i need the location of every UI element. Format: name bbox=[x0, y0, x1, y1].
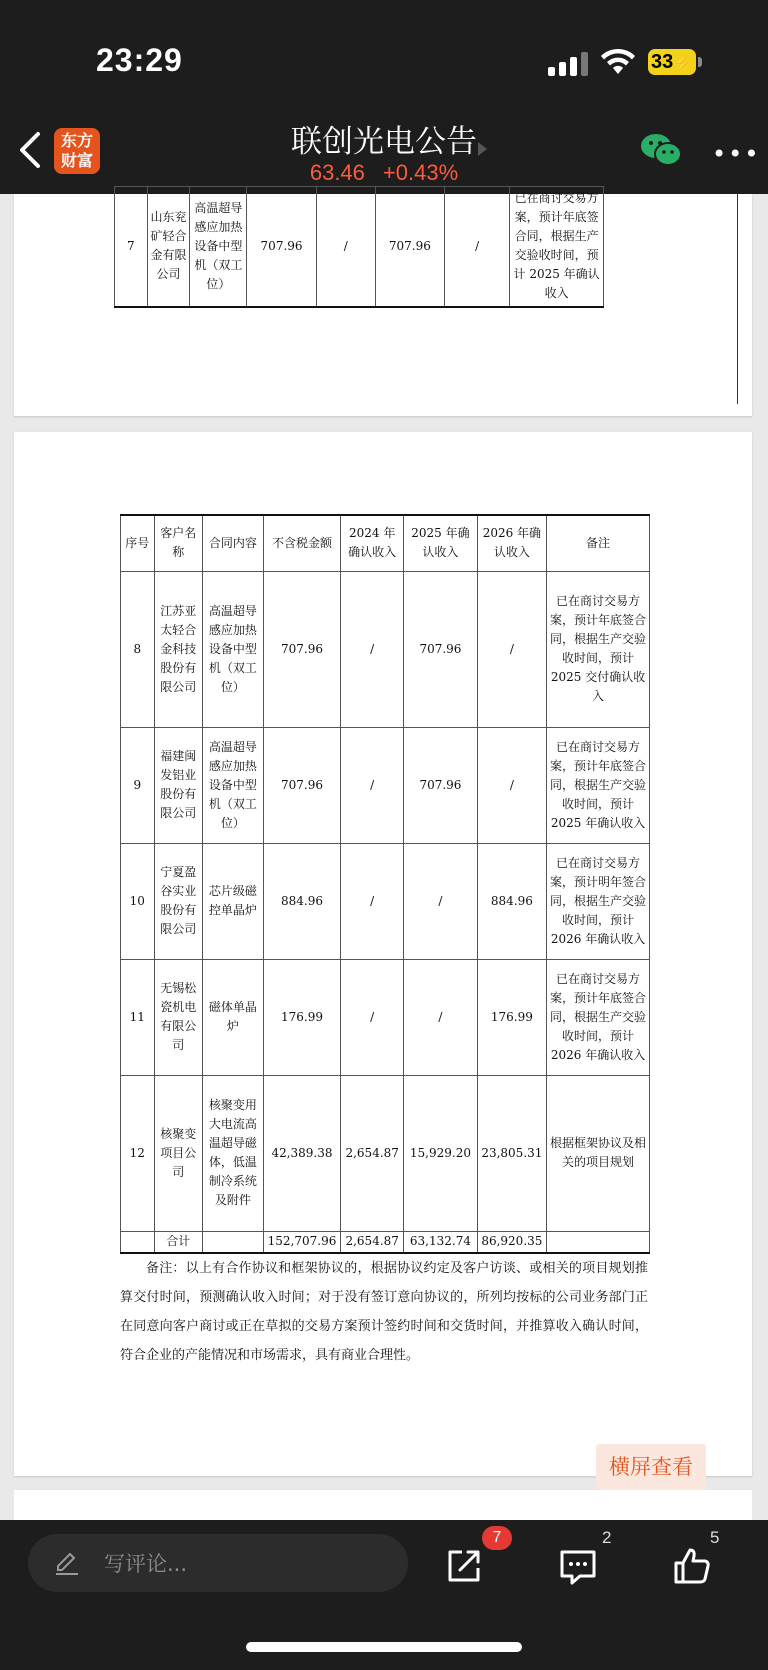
cell-amount: 884.96 bbox=[263, 843, 340, 959]
page-margin-line bbox=[737, 194, 738, 404]
battery-icon: 33⚡ bbox=[648, 49, 696, 75]
cell-amount: 707.96 bbox=[247, 187, 316, 307]
comment-count: 2 bbox=[602, 1528, 612, 1547]
cell-content: 高温超导感应加热设备中型机（双工位） bbox=[202, 571, 263, 727]
cell-no: 7 bbox=[115, 187, 148, 307]
revenue-table bbox=[120, 514, 650, 1254]
cell-no: 9 bbox=[121, 727, 155, 843]
comment-input[interactable] bbox=[28, 1534, 408, 1592]
cell-remark: 已在商讨交易方案，预计年底签合同，根据生产交验收时间，预计 2025 年确认收入 bbox=[510, 187, 604, 307]
cell-content: 核聚变用大电流高温超导磁体，低温制冷系统及附件 bbox=[202, 1075, 263, 1231]
table-row bbox=[121, 843, 650, 959]
battery-level: 33 bbox=[651, 51, 674, 73]
logo-line-1: 东方 bbox=[60, 131, 93, 150]
cell-2025: 707.96 bbox=[404, 727, 478, 843]
cell-remark: 已在商讨交易方案，预计年底签合同，根据生产交验收时间，预计 2025 交付确认收入 bbox=[547, 571, 650, 727]
like-thumb-icon[interactable] bbox=[672, 1546, 712, 1586]
share-badge: 7 bbox=[482, 1526, 512, 1550]
more-options-icon[interactable]: ••• bbox=[712, 140, 761, 168]
like-count: 5 bbox=[710, 1528, 720, 1547]
cell-2025: 707.96 bbox=[404, 571, 478, 727]
status-bar bbox=[0, 0, 768, 108]
page-title: 联创光电公告 bbox=[291, 124, 477, 160]
cell-content: 芯片级磁控单晶炉 bbox=[202, 843, 263, 959]
cell-2024: / bbox=[341, 959, 404, 1075]
cell-2025: 707.96 bbox=[375, 187, 444, 307]
nav-header bbox=[0, 108, 768, 194]
cellular-signal-icon bbox=[548, 52, 590, 76]
cell-client: 宁夏盈谷实业股份有限公司 bbox=[154, 843, 202, 959]
cell-amount: 42,389.38 bbox=[263, 1075, 340, 1231]
cell-2024: 2,654.87 bbox=[341, 1075, 404, 1231]
cell-total-amount: 152,707.96 bbox=[263, 1231, 340, 1253]
quote-arrow-icon[interactable] bbox=[478, 142, 487, 156]
cell-remark: 根据框架协议及相关的项目规划 bbox=[547, 1075, 650, 1231]
header-amount: 不含税金额 bbox=[263, 515, 340, 571]
cell-2024: / bbox=[341, 843, 404, 959]
table-header-row bbox=[121, 515, 650, 571]
cell-2025: / bbox=[404, 843, 478, 959]
wifi-icon bbox=[600, 46, 636, 76]
cell-2024: / bbox=[341, 727, 404, 843]
cell-remark: 已在商讨交易方案，预计年底签合同，根据生产交验收时间，预计 2026 年确认收入 bbox=[547, 959, 650, 1075]
cell-client: 核聚变项目公司 bbox=[154, 1075, 202, 1231]
cell-client: 无锡松瓷机电有限公司 bbox=[154, 959, 202, 1075]
cell-client: 福建闽发铝业股份有限公司 bbox=[154, 727, 202, 843]
cell-total-2025: 63,132.74 bbox=[404, 1231, 478, 1253]
cell-2026: / bbox=[477, 727, 546, 843]
table-row bbox=[121, 727, 650, 843]
cell-2026: 176.99 bbox=[477, 959, 546, 1075]
stock-change: +0.43% bbox=[382, 160, 459, 185]
cell-2024: / bbox=[316, 187, 375, 307]
cell-content: 磁体单晶炉 bbox=[202, 959, 263, 1075]
status-time: 23:29 bbox=[96, 42, 183, 78]
cell-empty bbox=[547, 1231, 650, 1253]
table-row bbox=[115, 187, 604, 307]
landscape-view-button[interactable]: 横屏查看 bbox=[596, 1444, 706, 1490]
share-icon[interactable] bbox=[444, 1546, 484, 1586]
revenue-table-continued bbox=[114, 186, 604, 308]
home-indicator[interactable] bbox=[246, 1642, 522, 1652]
cell-total-label: 合计 bbox=[154, 1231, 202, 1253]
header-2025: 2025 年确认收入 bbox=[404, 515, 478, 571]
cell-empty bbox=[202, 1231, 263, 1253]
logo-line-2: 财富 bbox=[60, 151, 93, 170]
header-remark: 备注 bbox=[547, 515, 650, 571]
cell-remark: 已在商讨交易方案，预计年底签合同，根据生产交验收时间，预计 2025 年确认收入 bbox=[547, 727, 650, 843]
header-no: 序号 bbox=[121, 515, 155, 571]
stock-price: 63.46 bbox=[309, 160, 365, 185]
cell-total-2026: 86,920.35 bbox=[477, 1231, 546, 1253]
header-content: 合同内容 bbox=[202, 515, 263, 571]
cell-content: 高温超导感应加热设备中型机（双工位） bbox=[190, 187, 247, 307]
bottom-action-bar bbox=[0, 1520, 768, 1670]
cell-no: 10 bbox=[121, 843, 155, 959]
cell-2024: / bbox=[341, 571, 404, 727]
table-footnote: 备注：以上有合作协议和框架协议的，根据协议约定及客户访谈、或相关的项目规划推算交付时间，预测确认收入时间；对于没有签订意向协议的，所列均按标的公司业务部门正在同意向客户商讨或正在草拟的交易方案预计签约时间和交货时间，并推算收入确认时间，符合企业的产能情况和市场需求，具有商业合理性。 bbox=[120, 1261, 648, 1363]
cell-no: 8 bbox=[121, 571, 155, 727]
cell-client: 江苏亚太轻合金科技股份有限公司 bbox=[154, 571, 202, 727]
document-page-3 bbox=[14, 1490, 752, 1520]
cell-amount: 176.99 bbox=[263, 959, 340, 1075]
cell-client: 山东兖矿轻合金有限公司 bbox=[147, 187, 190, 307]
pencil-icon bbox=[54, 1550, 80, 1576]
cell-2026: 884.96 bbox=[477, 843, 546, 959]
cell-total-2024: 2,654.87 bbox=[341, 1231, 404, 1253]
document-page-2 bbox=[14, 432, 752, 1479]
comment-icon[interactable] bbox=[558, 1546, 598, 1586]
battery-cap bbox=[698, 57, 702, 67]
cell-no: 12 bbox=[121, 1075, 155, 1231]
cell-content: 高温超导感应加热设备中型机（双工位） bbox=[202, 727, 263, 843]
cell-2025: 15,929.20 bbox=[404, 1075, 478, 1231]
cell-2026: / bbox=[477, 571, 546, 727]
table-row bbox=[121, 571, 650, 727]
comment-placeholder: 写评论... bbox=[104, 1552, 188, 1576]
table-total-row bbox=[121, 1231, 650, 1253]
document-page-1 bbox=[14, 191, 752, 416]
cell-remark: 已在商讨交易方案，预计明年签合同，根据生产交验收时间，预计 2026 年确认收入 bbox=[547, 843, 650, 959]
cell-amount: 707.96 bbox=[263, 571, 340, 727]
cell-empty bbox=[121, 1231, 155, 1253]
table-row bbox=[121, 959, 650, 1075]
cell-amount: 707.96 bbox=[263, 727, 340, 843]
header-2024: 2024 年确认收入 bbox=[341, 515, 404, 571]
wechat-share-icon[interactable] bbox=[640, 132, 682, 168]
cell-2026: 23,805.31 bbox=[477, 1075, 546, 1231]
cell-2026: / bbox=[445, 187, 510, 307]
cell-no: 11 bbox=[121, 959, 155, 1075]
table-row bbox=[121, 1075, 650, 1231]
cell-2025: / bbox=[404, 959, 478, 1075]
header-2026: 2026 年确认收入 bbox=[477, 515, 546, 571]
header-client: 客户名称 bbox=[154, 515, 202, 571]
